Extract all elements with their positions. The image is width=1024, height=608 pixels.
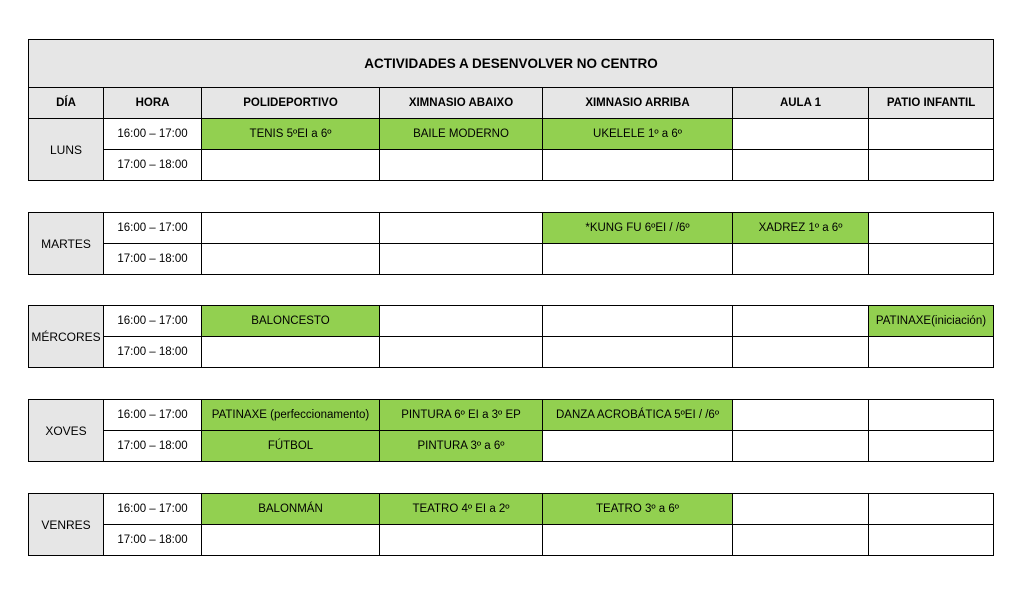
empty-cell (869, 494, 994, 525)
table-row (29, 431, 994, 462)
empty-cell (733, 306, 869, 337)
empty-cell (380, 306, 543, 337)
hora-cell: 17:00 – 18:00 (104, 525, 202, 556)
header-aula-1: AULA 1 (733, 88, 869, 119)
day-label-xoves: XOVES (29, 400, 104, 462)
empty-cell (733, 337, 869, 368)
day-block-martes (28, 212, 993, 275)
header-dia: DÍA (29, 88, 104, 119)
empty-cell (869, 400, 994, 431)
empty-cell (869, 525, 994, 556)
empty-cell (869, 119, 994, 150)
hora-cell: 17:00 – 18:00 (104, 431, 202, 462)
activity-cell: PINTURA 6º EI a 3º EP (380, 400, 543, 431)
table-row (29, 400, 994, 431)
header-ximnasio-abaixo: XIMNASIO ABAIXO (380, 88, 543, 119)
hora-cell: 16:00 – 17:00 (104, 306, 202, 337)
table-row (29, 494, 994, 525)
table-row (29, 213, 994, 244)
empty-cell (869, 337, 994, 368)
table-row (29, 337, 994, 368)
header-ximnasio-arriba: XIMNASIO ARRIBA (543, 88, 733, 119)
schedule-table-venres (28, 493, 994, 556)
empty-cell (202, 213, 380, 244)
day-label-martes: MARTES (29, 213, 104, 275)
table-row (29, 525, 994, 556)
schedule-table-martes (28, 212, 994, 275)
hora-cell: 16:00 – 17:00 (104, 400, 202, 431)
day-label-mercores: MÉRCORES (29, 306, 104, 368)
table-row (29, 306, 994, 337)
empty-cell (869, 213, 994, 244)
empty-cell (543, 150, 733, 181)
empty-cell (869, 244, 994, 275)
empty-cell (202, 525, 380, 556)
schedule-header-block (28, 39, 993, 181)
empty-cell (869, 150, 994, 181)
hora-cell: 17:00 – 18:00 (104, 244, 202, 275)
empty-cell (202, 244, 380, 275)
activity-cell: PATINAXE(iniciación) (869, 306, 994, 337)
header-hora: HORA (104, 88, 202, 119)
activity-cell: DANZA ACROBÁTICA 5ºEI / /6º (543, 400, 733, 431)
activity-cell: BALONMÁN (202, 494, 380, 525)
empty-cell (380, 525, 543, 556)
hora-cell: 16:00 – 17:00 (104, 119, 202, 150)
day-block-mercores (28, 305, 993, 368)
page-title: ACTIVIDADES A DESENVOLVER NO CENTRO (29, 40, 994, 88)
empty-cell (202, 337, 380, 368)
empty-cell (380, 150, 543, 181)
hora-cell: 17:00 – 18:00 (104, 150, 202, 181)
empty-cell (733, 244, 869, 275)
empty-cell (733, 525, 869, 556)
activity-cell: *KUNG FU 6ºEI / /6º (543, 213, 733, 244)
activity-cell: TEATRO 4º EI a 2º (380, 494, 543, 525)
empty-cell (543, 431, 733, 462)
empty-cell (733, 494, 869, 525)
hora-cell: 17:00 – 18:00 (104, 337, 202, 368)
schedule-table-luns (28, 39, 994, 181)
table-row (29, 150, 994, 181)
empty-cell (380, 337, 543, 368)
day-label-venres: VENRES (29, 494, 104, 556)
empty-cell (543, 306, 733, 337)
empty-cell (380, 244, 543, 275)
hora-cell: 16:00 – 17:00 (104, 213, 202, 244)
hora-cell: 16:00 – 17:00 (104, 494, 202, 525)
schedule-table-mercores (28, 305, 994, 368)
activity-cell: BAILE MODERNO (380, 119, 543, 150)
empty-cell (543, 244, 733, 275)
day-block-venres (28, 493, 993, 556)
empty-cell (543, 337, 733, 368)
header-patio-infantil: PATIO INFANTIL (869, 88, 994, 119)
activity-cell: TENIS 5ºEI a 6º (202, 119, 380, 150)
empty-cell (380, 213, 543, 244)
activity-cell: UKELELE 1º a 6º (543, 119, 733, 150)
activity-cell: BALONCESTO (202, 306, 380, 337)
table-row (29, 119, 994, 150)
header-polideportivo: POLIDEPORTIVO (202, 88, 380, 119)
column-header-row (29, 88, 994, 119)
table-row (29, 244, 994, 275)
empty-cell (733, 119, 869, 150)
activity-cell: PATINAXE (perfeccionamento) (202, 400, 380, 431)
empty-cell (869, 431, 994, 462)
day-label-luns: LUNS (29, 119, 104, 181)
activity-cell: PINTURA 3º a 6º (380, 431, 543, 462)
activity-cell: FÚTBOL (202, 431, 380, 462)
empty-cell (733, 150, 869, 181)
activity-cell: TEATRO 3º a 6º (543, 494, 733, 525)
empty-cell (733, 400, 869, 431)
activity-cell: XADREZ 1º a 6º (733, 213, 869, 244)
day-block-xoves (28, 399, 993, 462)
empty-cell (202, 150, 380, 181)
schedule-table-xoves (28, 399, 994, 462)
empty-cell (543, 525, 733, 556)
empty-cell (733, 431, 869, 462)
